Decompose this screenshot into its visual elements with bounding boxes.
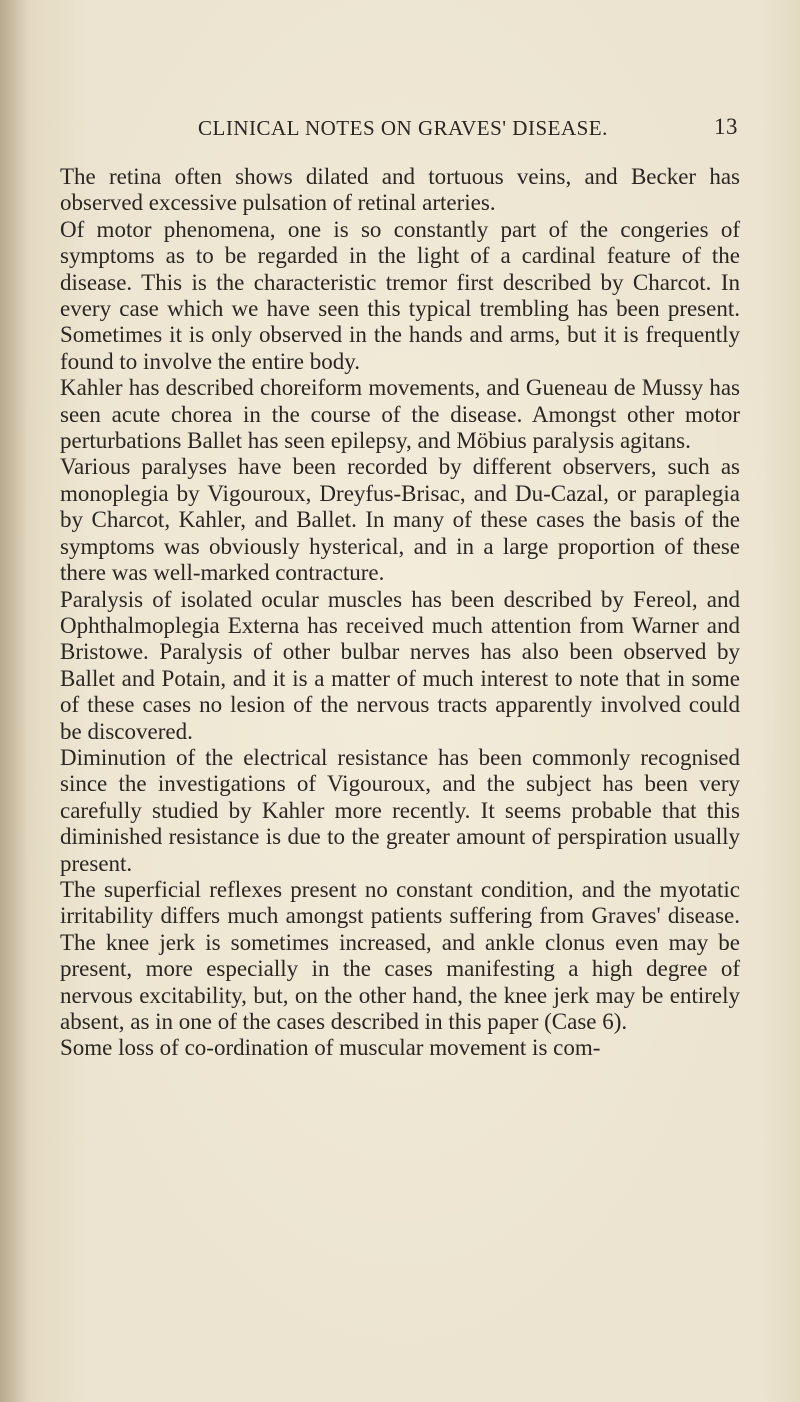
paragraph-coordination: Some loss of co-ordination of muscular movement is com- xyxy=(60,1035,601,1061)
paragraph-choreiform: Kahler has described choreiform movements, and Gueneau de Mussy has seen acute chorea in the course of the disease. Amongst other motor perturbations Ballet has seen epilepsy, and Möbius paralysis agitans. xyxy=(60,375,740,454)
running-head xyxy=(198,116,738,146)
page-number: 13 xyxy=(714,114,738,139)
running-title: CLINICAL NOTES ON GRAVES' DISEASE. xyxy=(198,116,608,140)
body-text xyxy=(60,164,740,1062)
paragraph-retina: The retina often shows dilated and tortuous veins, and Becker has observed excessive pulsation of retinal arteries. xyxy=(60,164,740,216)
paragraph-ocular-muscles: Paralysis of isolated ocular muscles has been described by Fereol, and Ophthalmoplegia Externa has received much attention from Warner and Bristowe. Paralysis of other bulbar nerves has also been observed by Ballet and Potain, and it is a matter of much interest to note that in some of these cases no lesion of the nervous tracts apparently involved could be discovered. xyxy=(60,586,740,744)
paragraph-motor-phenomena: Of motor phenomena, one is so constantly part of the congeries of symptoms as to be regarded in the light of a cardinal feature of the disease. This is the characteristic tremor first described by Charcot. In every case which we have seen this typical trembling has been present. Sometimes it is only observed in the hands and arms, but it is frequently found to involve the entire body. xyxy=(60,216,740,374)
paragraph-electrical-resistance: Diminution of the electrical resistance has been commonly recognised since the investigations of Vigouroux, and the subject has been very carefully studied by Kahler more recently. It seems probable that this diminished resistance is due to the greater amount of perspiration usually present. xyxy=(60,744,740,876)
paragraph-reflexes: The superficial reflexes present no constant condition, and the myotatic irritability differs much amongst patients suffering from Graves' disease. The knee jerk is sometimes increased, and ankle clonus even may be present, more especially in the cases manifesting a high degree of nervous excitability, but, on the other hand, the knee jerk may be entirely absent, as in one of the cases described in this paper (Case 6). xyxy=(60,876,740,1034)
binding-shadow xyxy=(0,0,28,1402)
paragraph-paralyses: Various paralyses have been recorded by different observers, such as monoplegia by Vigouroux, Dreyfus-Brisac, and Du-Cazal, or paraplegia by Charcot, Kahler, and Ballet. In many of these cases the basis of the symptoms was obviously hysterical, and in a large proportion of these there was well-marked contracture. xyxy=(60,454,740,586)
